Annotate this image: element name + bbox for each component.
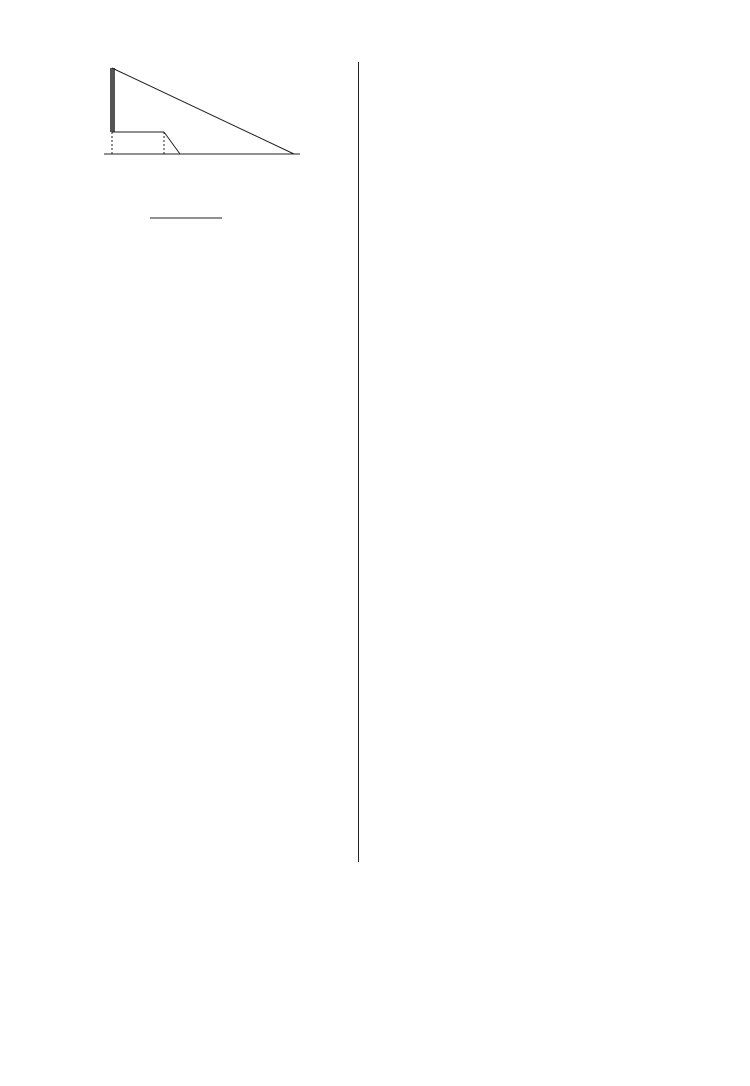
left-column (32, 58, 350, 234)
column-divider (358, 62, 359, 862)
figure-q23 (32, 62, 332, 170)
figure-q24 (32, 178, 232, 230)
